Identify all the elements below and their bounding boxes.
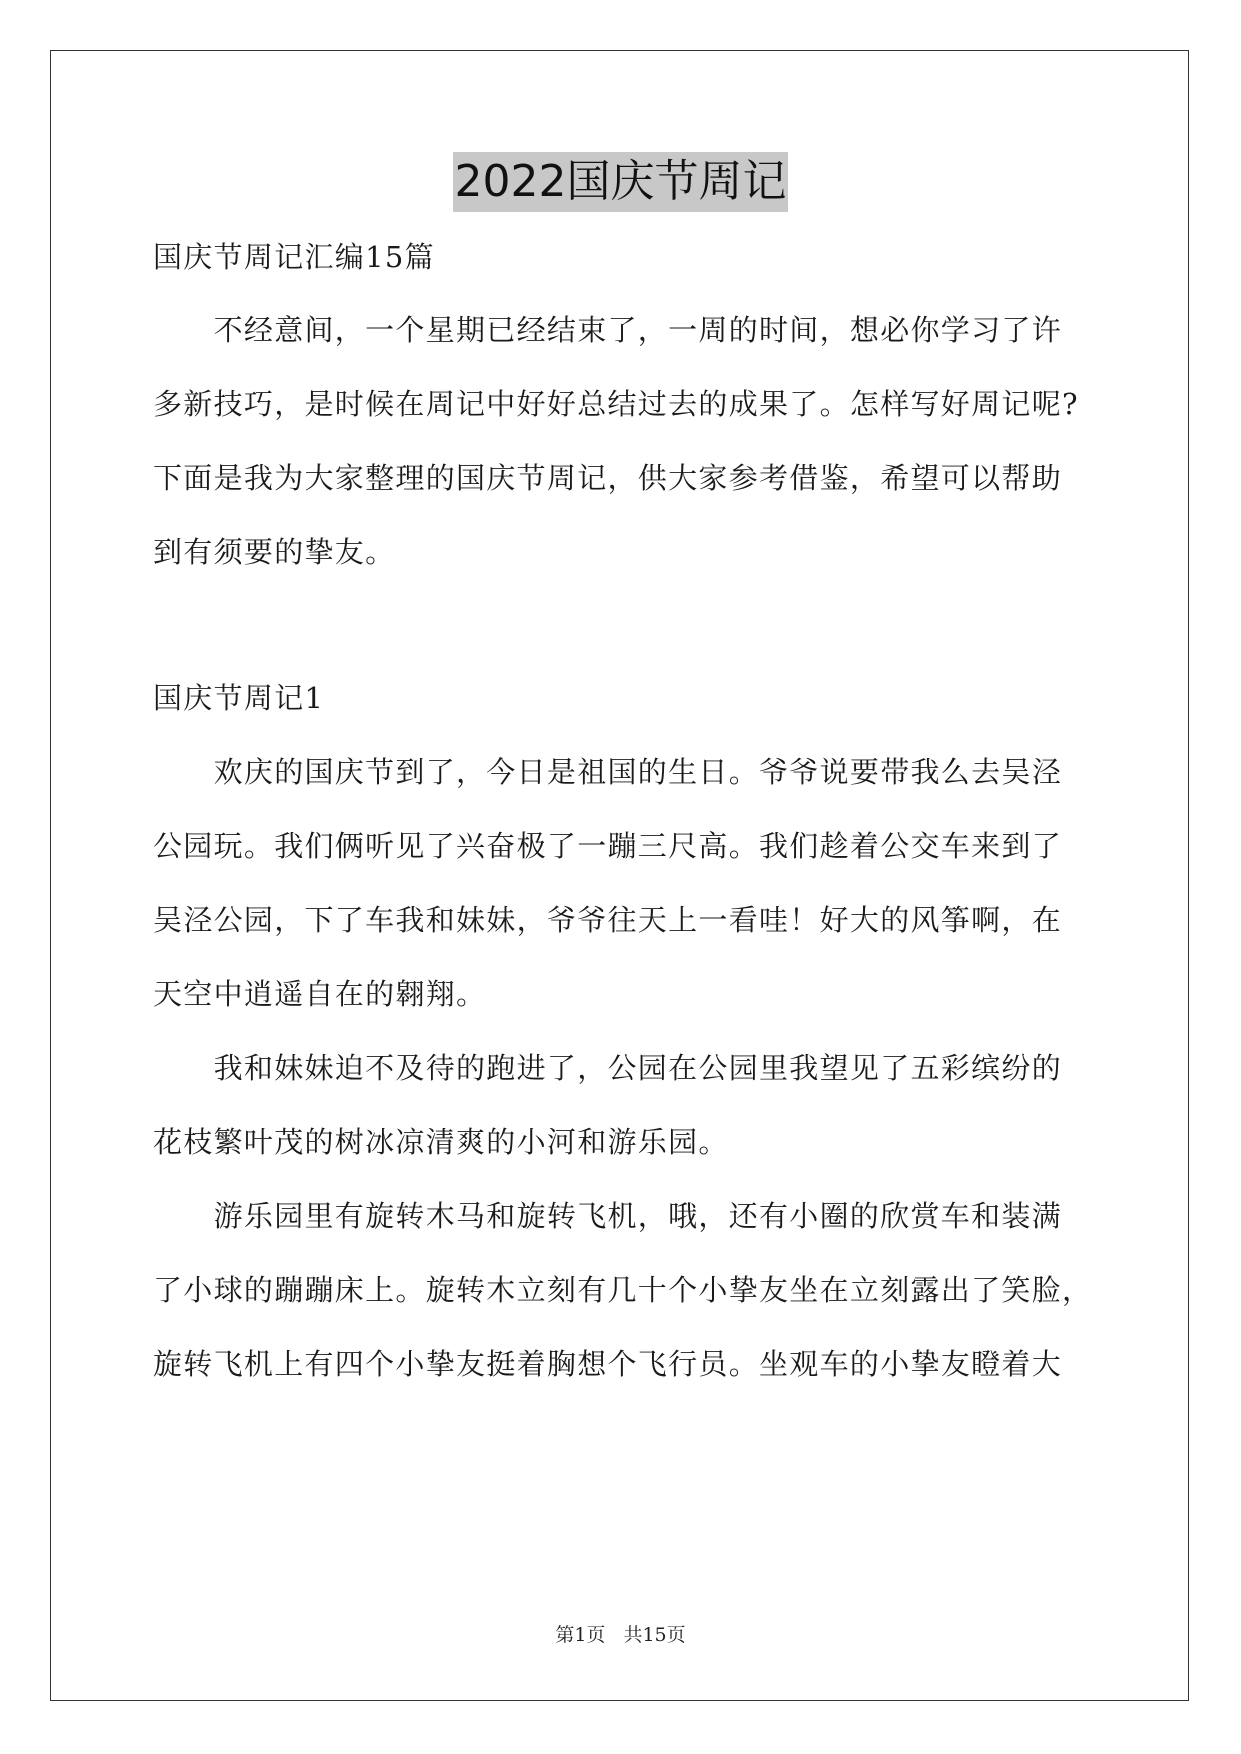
body-line: 不经意间，一个星期已经结束了，一周的时间，想必你学习了许 <box>153 313 1063 347</box>
title-wrap <box>0 152 1241 212</box>
body-line: 欢庆的国庆节到了，今日是祖国的生日。爷爷说要带我么去吴泾 <box>153 755 1063 789</box>
body-line: 了小球的蹦蹦床上。旋转木立刻有几十个小挚友坐在立刻露出了笑脸， <box>153 1273 1093 1307</box>
page-number: 第1页 <box>555 1624 606 1646</box>
body-line: 旋转飞机上有四个小挚友挺着胸想个飞行员。坐观车的小挚友瞪着大 <box>153 1347 1063 1381</box>
page-footer <box>0 1620 1241 1647</box>
subtitle-line: 国庆节周记汇编15篇 <box>153 240 435 274</box>
body-line: 花枝繁叶茂的树冰凉清爽的小河和游乐园。 <box>153 1125 729 1159</box>
body-line: 我和妹妹迫不及待的跑进了，公园在公园里我望见了五彩缤纷的 <box>153 1051 1063 1085</box>
body-line: 吴泾公园，下了车我和妹妹，爷爷往天上一看哇！好大的风筝啊，在 <box>153 903 1063 937</box>
page-border <box>50 50 1189 1701</box>
page-total: 共15页 <box>623 1624 686 1646</box>
body-line: 公园玩。我们俩听见了兴奋极了一蹦三尺高。我们趁着公交车来到了 <box>153 829 1063 863</box>
body-line: 多新技巧，是时候在周记中好好总结过去的成果了。怎样写好周记呢? <box>153 387 1079 421</box>
section-heading: 国庆节周记1 <box>153 681 325 715</box>
document-title: 2022国庆节周记 <box>453 152 789 212</box>
body-line: 到有须要的挚友。 <box>153 535 396 569</box>
body-line: 下面是我为大家整理的国庆节周记，供大家参考借鉴，希望可以帮助 <box>153 461 1063 495</box>
body-line: 游乐园里有旋转木马和旋转飞机，哦，还有小圈的欣赏车和装满 <box>153 1199 1063 1233</box>
body-line: 天空中逍遥自在的翱翔。 <box>153 977 487 1011</box>
